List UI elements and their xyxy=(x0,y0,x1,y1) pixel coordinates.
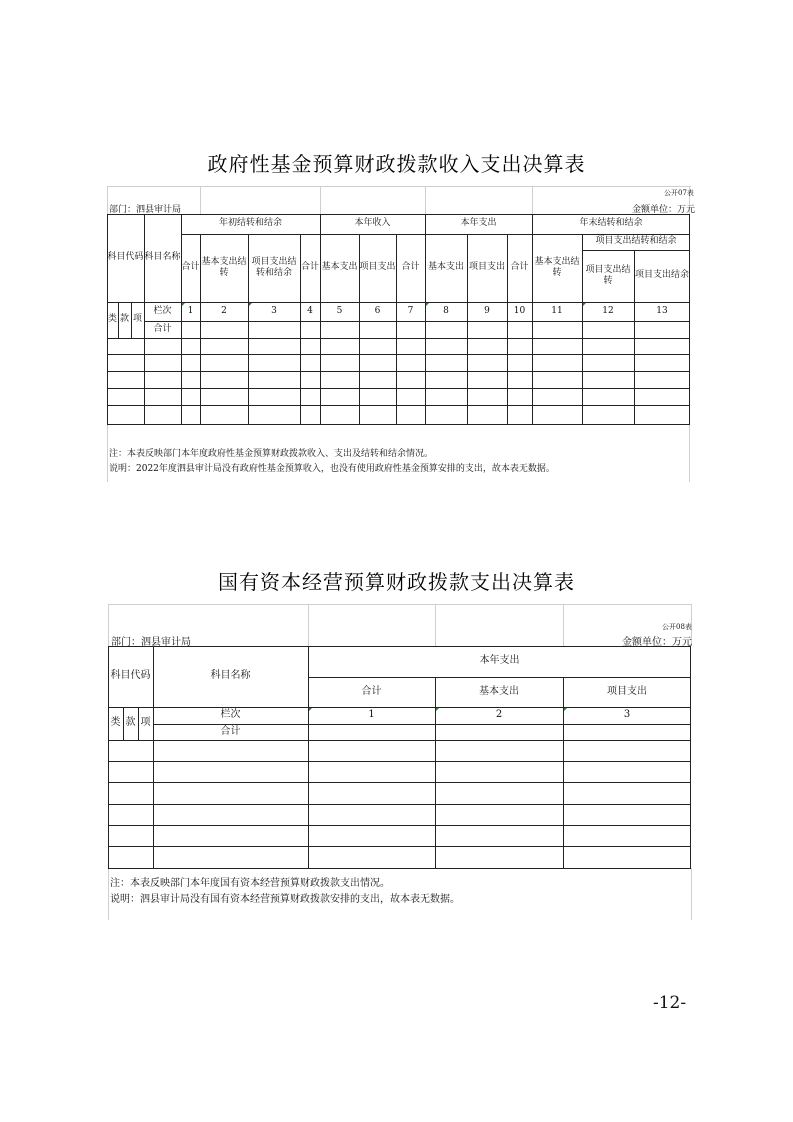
table2-row-xiang: 项 xyxy=(140,717,151,729)
table1-colnum: 12 xyxy=(602,305,614,316)
table2-explain: 说明：泗县审计局没有国有资本经营预算财政拨款安排的支出，故本表无数据。 xyxy=(110,894,460,905)
table1-dept: 部门：泗县审计局 xyxy=(109,205,182,215)
table1-colnum: 7 xyxy=(407,305,414,316)
table2-col-basic-exp: 基本支出 xyxy=(479,685,519,697)
page-number: -12- xyxy=(653,993,687,1013)
table1-group-begin: 年初结转和结余 xyxy=(218,218,282,229)
table1-col-basic-carry-11: 基本支出结转 xyxy=(534,256,580,278)
table1-colnum: 5 xyxy=(336,305,343,316)
table1-colnum: 9 xyxy=(484,305,490,316)
table1-group-income: 本年收入 xyxy=(354,218,391,229)
table1-explain: 说明：2022年度泗县审计局没有政府性基金预算收入，也没有使用政府性基金预算安排的支出，故本表无数据。 xyxy=(109,464,555,474)
table2-header-name: 科目名称 xyxy=(210,670,251,682)
table1-group-expend: 本年支出 xyxy=(460,218,497,229)
table1-note: 注：本表反映部门本年度政府性基金预算财政拨款收入、支出及结转和结余情况。 xyxy=(109,449,434,459)
table2-form-no: 公开08表 xyxy=(662,623,692,631)
table1-col-proj-exp-6: 项目支出 xyxy=(359,262,396,273)
table1-col-basic-carry: 基本支出结转 xyxy=(201,256,247,278)
table2-note: 注：本表反映部门本年度国有资本经营预算财政拨款支出情况。 xyxy=(110,878,390,889)
table1-colnum: 1 xyxy=(187,305,194,316)
table1-colnum: 8 xyxy=(443,305,449,316)
table1-colnum: 13 xyxy=(656,305,668,316)
table1-group-proj: 项目支出结转和结余 xyxy=(595,236,677,247)
table1-colnum: 11 xyxy=(551,305,563,316)
table1-colnum: 3 xyxy=(271,305,277,316)
table2-row-heji: 合计 xyxy=(220,725,241,737)
table1-col-total-7: 合计 xyxy=(401,262,420,273)
table1-row-lanci: 栏次 xyxy=(153,305,172,316)
table1-col-total-10: 合计 xyxy=(510,262,529,273)
table1-form-no: 公开07表 xyxy=(664,189,694,197)
table2-title: 国有资本经营预算财政拨款支出决算表 xyxy=(218,570,575,594)
table1-colnum: 6 xyxy=(374,305,381,316)
table1-title: 政府性基金预算财政拨款收入支出决算表 xyxy=(207,152,586,176)
table2-col-proj-exp: 项目支出 xyxy=(607,685,647,697)
table2-unit: 金额单位：万元 xyxy=(622,637,692,648)
table1-group-end: 年末结转和结余 xyxy=(579,218,643,229)
table2-row-lanci: 栏次 xyxy=(220,709,241,721)
table1-header-name: 科目名称 xyxy=(144,252,181,263)
table1-col-proj-carry-12: 项目支出结转 xyxy=(585,264,631,286)
table1-row-kuan: 款 xyxy=(119,314,129,325)
table2-col-total: 合计 xyxy=(361,685,382,697)
table1-col-proj-exp-9: 项目支出 xyxy=(468,262,505,273)
table1-col-proj-surplus-13: 项目支出结余 xyxy=(634,270,689,281)
table2-colnum: 1 xyxy=(368,709,375,721)
table2-header-code: 科目代码 xyxy=(110,670,151,682)
table1-colnum: 2 xyxy=(221,305,227,316)
table1-colnum: 4 xyxy=(307,305,313,316)
table1-col-basic-exp-5: 基本支出 xyxy=(321,262,358,273)
table1-colnum: 10 xyxy=(513,305,526,316)
table1-row-xiang: 项 xyxy=(132,314,142,325)
table1-unit: 金额单位：万元 xyxy=(632,205,696,215)
table1-col-basic-exp-8: 基本支出 xyxy=(427,262,464,273)
table2-group-expend: 本年支出 xyxy=(479,655,520,667)
table2-row-lei: 类 xyxy=(110,717,121,729)
table2-colnum: 3 xyxy=(623,709,631,721)
table2-colnum: 2 xyxy=(495,709,503,721)
table1-col-proj-carry: 项目支出结转和结余 xyxy=(251,256,297,278)
table1-col-total-4: 合计 xyxy=(300,262,319,273)
table2-row-kuan: 款 xyxy=(125,717,136,729)
table1-row-lei: 类 xyxy=(107,314,117,325)
table1-col-total-1: 合计 xyxy=(181,262,200,273)
table2-dept: 部门：泗县审计局 xyxy=(111,637,191,648)
table1-header-code: 科目代码 xyxy=(107,252,144,263)
table1-row-heji: 合计 xyxy=(153,323,172,334)
